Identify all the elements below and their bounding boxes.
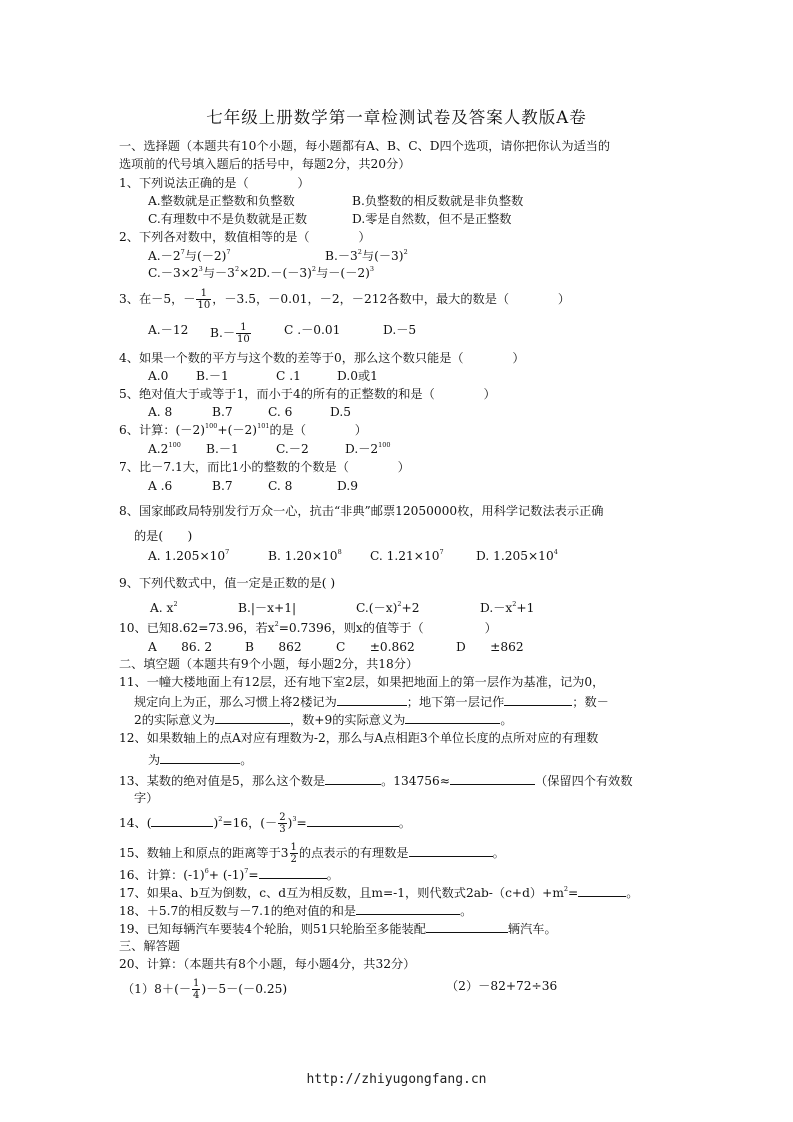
question-13-line2: 字）	[134, 791, 159, 805]
question-1-option-d: D.零是自然数，但不是正整数	[352, 212, 512, 226]
question-14: 14、( )$^2$=16，(－ $\frac{2}{3}$ )$^3$= 。	[119, 812, 411, 835]
page-title: 七年级上册数学第一章检测试卷及答案人教版A卷	[206, 108, 587, 127]
answer-blank[interactable]	[259, 866, 327, 879]
question-12-line2: 为 。	[148, 753, 253, 767]
answer-blank[interactable]	[405, 711, 500, 724]
question-20-part-1: （1）8＋(－ $\frac{1}{4}$ )－5－(－0.25)	[122, 978, 288, 1001]
question-7-option-c: C. 8	[268, 479, 293, 493]
question-5-option-b: B.7	[212, 405, 233, 419]
question-2-option-a: $A.-2^7$与$(-2)^7$	[148, 248, 231, 263]
question-20-stem: 20、计算：（本题共有8个小题，每小题4分，共32分）	[119, 957, 416, 971]
question-13-line1: 13、某数的绝对值是5，那么这个数是 。134756≈ （保留四个有效数	[119, 774, 633, 788]
question-20-part-2: （2）－82+72÷36	[446, 979, 558, 993]
question-1-option-b: B.负整数的相反数就是非负整数	[352, 194, 524, 208]
question-11-line2: 规定向上为正，那么习惯上将2楼记为 ；地下第一层记作 ；数－	[134, 695, 609, 709]
question-9-option-b: B.|－x+1|	[238, 601, 297, 615]
footer-url: http://zhiyugongfang.cn	[306, 1072, 487, 1087]
question-15: 15、数轴上和原点的距离等于3 $\frac{1}{2}$ 的点表示的有理数是 。	[119, 842, 505, 865]
answer-blank[interactable]	[160, 751, 240, 764]
question-7-option-d: D.9	[337, 479, 358, 493]
question-8-stem-line2: 的是( )	[134, 529, 193, 543]
answer-blank[interactable]	[409, 844, 493, 857]
question-8-stem-line1: 8、国家邮政局特别发行万众一心，抗击“非典”邮票12050000枚，用科学记数法表示正确	[119, 504, 604, 518]
answer-blank[interactable]	[578, 884, 626, 897]
question-10-option-a: A 86. 2	[148, 640, 213, 654]
question-12-line1: 12、如果数轴上的点A对应有理数为-2，那么与A点相距3个单位长度的点所对应的有理数	[119, 731, 599, 745]
question-10-option-d: D ±862	[456, 640, 524, 654]
question-1-option-c: C.有理数中不是负数就是正数	[148, 212, 308, 226]
question-11-line3: 2的实际意义为 ，数+9的实际意义为 。	[134, 713, 513, 727]
question-8-option-c: C. $1.21\times 10^7$	[370, 548, 444, 563]
question-9-option-d: $D.-x^2+1$	[480, 600, 535, 615]
question-4-option-d: D.0或1	[337, 369, 378, 383]
answer-blank[interactable]	[307, 814, 399, 827]
question-4-option-c: C .1	[276, 369, 301, 383]
question-5-option-d: D.5	[330, 405, 351, 419]
question-8-option-d: D. $1.205\times 10^4$	[476, 548, 558, 563]
answer-blank[interactable]	[426, 920, 508, 933]
fraction: $\frac{1}{2}$	[290, 842, 297, 865]
section-2-heading: 二、填空题（本题共有9个小题，每小题2分，共18分）	[119, 657, 419, 671]
question-4-option-b: B.－1	[196, 369, 229, 383]
question-2-stem: 2、下列各对数中，数值相等的是（ ）	[119, 230, 371, 244]
question-10-option-b: B 862	[245, 640, 302, 654]
fraction: $\frac{2}{3}$	[279, 812, 286, 835]
answer-blank[interactable]	[215, 711, 290, 724]
question-11-line1: 11、一幢大楼地面上有12层，还有地下室2层，如果把地面上的第一层作为基准，记为0，	[119, 675, 605, 689]
section-1-instructions-line2: 选项前的代号填入题后的括号中，每题2分，共20分）	[119, 157, 411, 171]
question-19: 19、已知每辆汽车要装4个轮胎，则51只轮胎至多能装配 辆汽车。	[119, 922, 557, 936]
question-10-option-c: C ±0.862	[336, 640, 415, 654]
fraction: $\frac{1}{10}$	[197, 288, 211, 311]
question-16: 16、计算：$(-1)^6+ (-1)^7=$ 。	[119, 867, 339, 882]
question-6-option-c: C.－2	[276, 442, 309, 456]
question-6-option-d: $D.-2^{100}$	[345, 441, 391, 456]
question-17: 17、如果a、b互为倒数，c、d互为相反数，且m=-1，则代数式$2ab-(c+d)+m^2=$ 。	[119, 885, 639, 900]
question-3-stem: 3、在－5，－ $\frac{1}{10}$ ，－3.5，－0.01，－2，－212各数中，最大的数是（ ）	[119, 288, 571, 311]
question-6-option-b: B.－1	[206, 442, 239, 456]
question-1-option-a: A.整数就是正整数和负整数	[148, 194, 295, 208]
question-3-option-b: B.－ $\frac{1}{10}$	[210, 322, 250, 345]
question-7-stem: 7、比－7.1大，而比1小的整数的个数是（ ）	[119, 460, 410, 474]
question-5-option-c: C. 6	[268, 405, 293, 419]
fraction: $\frac{1}{4}$	[193, 978, 200, 1001]
question-7-option-b: B.7	[212, 479, 233, 493]
question-9-option-a: A. $x^2$	[150, 600, 178, 615]
question-8-option-b: B. $1.20\times 10^8$	[268, 548, 342, 563]
answer-blank[interactable]	[337, 693, 407, 706]
answer-blank[interactable]	[151, 814, 213, 827]
question-9-option-c: $C.(-x)^2+2$	[356, 600, 420, 615]
question-3-option-d: D.－5	[383, 323, 417, 337]
answer-blank[interactable]	[504, 693, 572, 706]
question-18: 18、＋5.7的相反数与－7.1的绝对值的和是 。	[119, 904, 473, 918]
question-2-options-cd: $C.-3\times 2^3$与$-3^2\times 2D.-(-3)^2$与$-(-2)^3$	[148, 265, 375, 280]
question-10-stem: 10、已知8.62=73.96，若$x^2=0.7396$，则x的值等于（ ）	[119, 620, 497, 635]
question-2-option-b: $B.-3^2$与$(-3)^2$	[325, 248, 408, 263]
question-6-stem: 6、计算：$(-2)^{100}+(-2)^{101}$的是（ ）	[119, 422, 367, 437]
question-4-stem: 4、如果一个数的平方与这个数的差等于0，那么这个数只能是（ ）	[119, 351, 525, 365]
question-1-stem: 1、下列说法正确的是（ ）	[119, 176, 310, 190]
section-1-instructions-line1: 一、选择题（本题共有10个小题，每小题都有A、B、C、D四个选项，请你把你认为适当的	[119, 139, 611, 153]
question-7-option-a: A .6	[148, 479, 173, 493]
question-8-option-a: A. $1.205\times 10^7$	[148, 548, 230, 563]
fraction: $\frac{1}{10}$	[237, 322, 250, 345]
question-4-option-a: A.0	[148, 369, 169, 383]
question-5-stem: 5、绝对值大于或等于1，而小于4的所有的正整数的和是（ ）	[119, 387, 496, 401]
question-5-option-a: A. 8	[148, 405, 173, 419]
question-3-option-a: A.－12	[148, 323, 189, 337]
answer-blank[interactable]	[325, 772, 381, 785]
answer-blank[interactable]	[356, 902, 460, 915]
section-3-heading: 三、解答题	[119, 939, 180, 953]
question-6-option-a: $A.2^{100}$	[148, 441, 181, 456]
question-9-stem: 9、下列代数式中，值一定是正数的是( )	[119, 576, 336, 590]
question-3-option-c: C .－0.01	[284, 323, 341, 337]
answer-blank[interactable]	[450, 772, 535, 785]
